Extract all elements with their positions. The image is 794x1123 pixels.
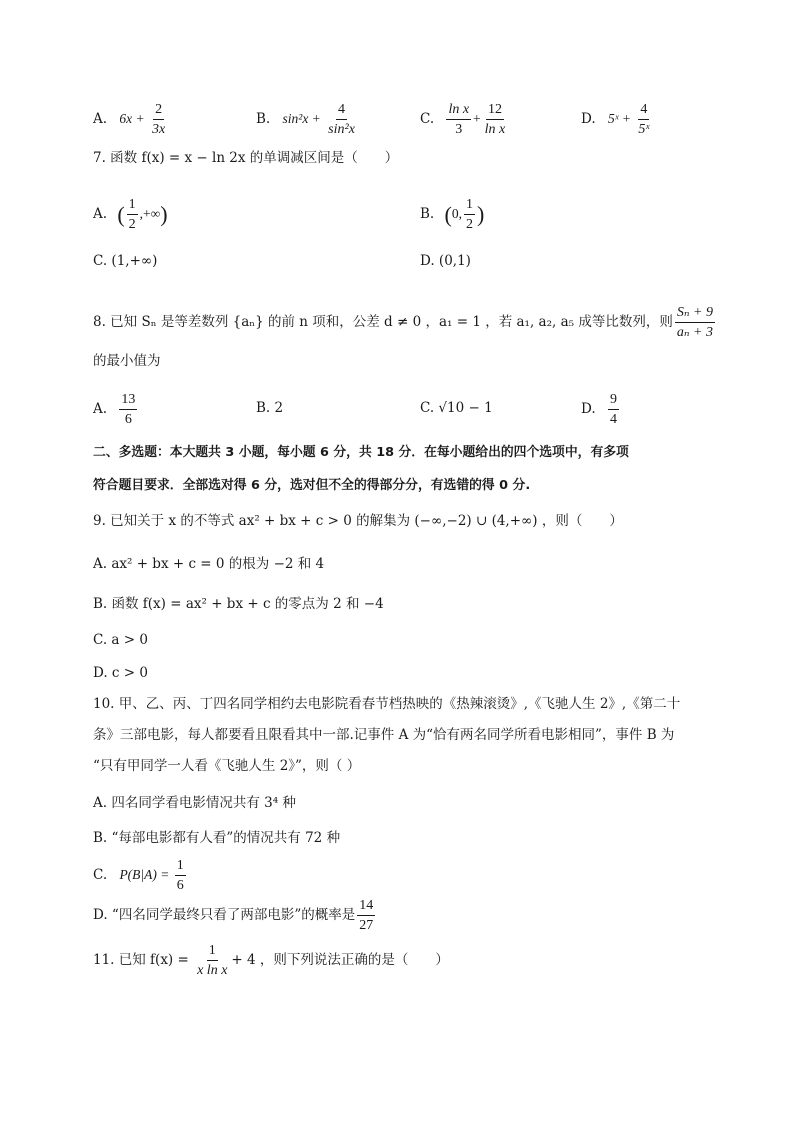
q7-b-head: 0, bbox=[451, 206, 462, 221]
q8-frac-num: Sₙ + 9 bbox=[675, 305, 715, 323]
q6-b-den: sin²x bbox=[328, 122, 355, 137]
q10-c-fraction bbox=[175, 858, 186, 893]
q7-a-label: A. bbox=[93, 206, 108, 222]
q8-option-c: C. √10 − 1 bbox=[420, 400, 493, 416]
q10-stem-line3: “只有甲同学一人看《飞驰人生 2》”，则（ ） bbox=[93, 758, 361, 774]
q7-b-num: 1 bbox=[464, 197, 475, 215]
q8-stem-tail: 的最小值为 bbox=[93, 353, 161, 369]
q7-option-c: C. (1,+∞) bbox=[93, 253, 158, 269]
q9-option-a: A. ax² + bx + c = 0 的根为 −2 和 4 bbox=[93, 556, 325, 572]
q6-d-fraction bbox=[636, 102, 651, 137]
q6-d-expr: 5ˣ + bbox=[607, 111, 635, 126]
q6-option-a bbox=[93, 102, 169, 137]
q11-num: 1 bbox=[207, 943, 218, 961]
q7-a-tail: ,+∞ bbox=[139, 206, 161, 221]
q7-option-d: D. (0,1) bbox=[420, 253, 471, 269]
q6-b-expr: sin²x + bbox=[282, 111, 325, 126]
section2-heading-line1: 二、多选题：本大题共 3 小题，每小题 6 分，共 18 分．在每小题给出的四个选项中，有多项 bbox=[93, 445, 629, 460]
q6-c-num1: ln x bbox=[446, 102, 471, 120]
q6-b-label: B. bbox=[256, 111, 271, 127]
q10-c-den: 6 bbox=[176, 878, 184, 893]
q10-option-d bbox=[93, 898, 377, 933]
q11-fraction bbox=[195, 943, 229, 978]
q8-stem bbox=[93, 305, 717, 340]
q10-stem-line1: 10. 甲、乙、丙、丁四名同学相约去电影院看春节档热映的《热辣滚烫》,《飞驰人生 2》,《第二十 bbox=[93, 696, 681, 712]
q9-option-d: D. c > 0 bbox=[93, 665, 148, 681]
q10-d-text: D. “四名同学最终只看了两部电影”的概率是 bbox=[93, 907, 356, 923]
q8-d-den: 4 bbox=[609, 412, 617, 427]
q8-stem-text: 8. 已知 Sₙ 是等差数列 {aₙ} 的前 n 项和，公差 d ≠ 0 ，a₁ = 1 ，若 a₁, a₂, a₅ 成等比数列，则 bbox=[93, 314, 673, 330]
q8-d-num: 9 bbox=[608, 392, 619, 410]
q10-stem-line2: 条》三部电影，每人都要看且限看其中一部.记事件 A 为“恰有两名同学所看电影相同”，事件 B 为 bbox=[93, 727, 675, 743]
q6-a-num: 2 bbox=[153, 102, 164, 120]
q6-option-d bbox=[581, 102, 653, 137]
q6-a-expr: 6x + bbox=[119, 111, 148, 126]
q7-a-num: 1 bbox=[127, 197, 138, 215]
q7-b-fraction bbox=[464, 197, 475, 232]
q8-a-fraction bbox=[119, 392, 137, 427]
q6-c-fraction-1 bbox=[446, 102, 471, 137]
q9-stem: 9. 已知关于 x 的不等式 ax² + bx + c > 0 的解集为 (−∞,−2) ∪ (4,+∞) ，则（ ） bbox=[93, 513, 623, 529]
q10-d-num: 14 bbox=[357, 898, 375, 916]
q11-stem bbox=[93, 943, 449, 978]
q10-c-num: 1 bbox=[175, 858, 186, 876]
q6-a-label: A. bbox=[93, 111, 108, 127]
q6-a-fraction bbox=[150, 102, 167, 137]
q8-fraction bbox=[675, 305, 715, 340]
q8-a-num: 13 bbox=[119, 392, 137, 410]
q10-option-c bbox=[93, 858, 188, 893]
q7-b-den: 2 bbox=[465, 217, 473, 232]
q8-option-a bbox=[93, 392, 139, 427]
q11-den: x ln x bbox=[197, 963, 228, 978]
q6-c-den2: ln x bbox=[484, 122, 506, 137]
q6-d-label: D. bbox=[581, 111, 596, 127]
q8-a-label: A. bbox=[93, 401, 108, 417]
q7-b-label: B. bbox=[420, 206, 435, 222]
q8-frac-den: aₙ + 3 bbox=[676, 325, 713, 340]
q8-d-fraction bbox=[608, 392, 619, 427]
q10-d-den: 27 bbox=[359, 918, 374, 933]
q6-option-b bbox=[256, 102, 359, 137]
q6-d-num: 4 bbox=[638, 102, 649, 120]
q10-c-label: C. bbox=[93, 867, 108, 883]
q6-option-c: C. $\frac{\text{ln x}}{3}$ + $\frac{12}{\text{ln x}}$ bbox=[420, 102, 506, 137]
q7-a-den: 2 bbox=[128, 217, 136, 232]
q7-a-fraction bbox=[127, 197, 138, 232]
q9-option-c: C. a > 0 bbox=[93, 632, 148, 648]
q6-c-den1: 3 bbox=[455, 122, 463, 137]
q10-c-expr: P(B|A) = bbox=[119, 867, 173, 882]
q8-option-b: B. 2 bbox=[256, 400, 284, 416]
q11-head: 11. 已知 f(x) = bbox=[93, 952, 194, 968]
q10-option-b: B. “每部电影都有人看”的情况共有 72 种 bbox=[93, 830, 341, 846]
q11-tail: + 4 ，则下列说法正确的是（ ） bbox=[231, 952, 449, 968]
q8-option-d bbox=[581, 392, 621, 427]
q7-stem: 7. 函数 f(x) = x − ln 2x 的单调减区间是（ ） bbox=[93, 150, 399, 166]
q6-c-num2: 12 bbox=[486, 102, 504, 120]
q8-a-den: 6 bbox=[124, 412, 132, 427]
q6-a-den: 3x bbox=[151, 122, 166, 137]
q7-option-a: A. ( $\frac{1}{2}$ ,+∞) bbox=[93, 197, 168, 232]
q6-c-fraction-2 bbox=[483, 102, 508, 137]
q10-option-a: A. 四名同学看电影情况共有 3⁴ 种 bbox=[93, 795, 296, 811]
q6-b-num: 4 bbox=[336, 102, 347, 120]
q9-option-b: B. 函数 f(x) = ax² + bx + c 的零点为 2 和 −4 bbox=[93, 596, 384, 612]
q10-d-fraction bbox=[357, 898, 375, 933]
q8-d-label: D. bbox=[581, 401, 596, 417]
section2-heading-line2: 符合题目要求．全部选对得 6 分，选对但不全的得部分分，有选错的得 0 分. bbox=[93, 478, 531, 493]
q6-b-fraction bbox=[326, 102, 357, 137]
q6-d-den: 5ˣ bbox=[638, 122, 650, 137]
q7-option-b: B. (0, $\frac{1}{2}$ ) bbox=[420, 197, 485, 232]
q6-c-label: C. bbox=[420, 111, 435, 127]
